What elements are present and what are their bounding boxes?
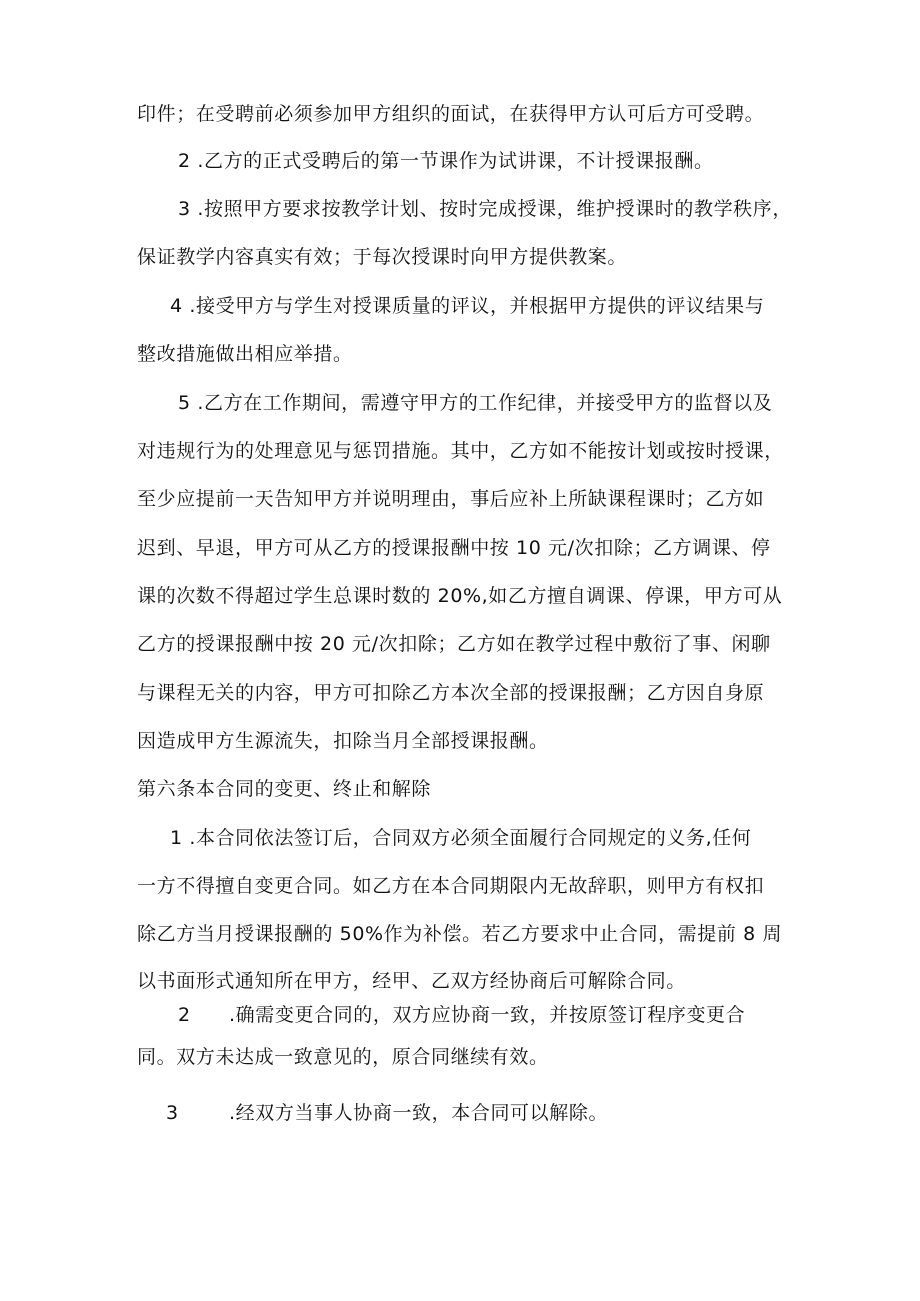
text-line: 一方不得擅自变更合同。如乙方在本合同期限内无故辞职，则甲方有权扣 — [137, 875, 765, 897]
text-line: .确需变更合同的，双方应协商一致，并按原签订程序变更合 — [229, 1004, 746, 1026]
text-line: 迟到、早退，甲方可从乙方的授课报酬中按 10 元/次扣除；乙方调课、停 — [137, 537, 771, 559]
text-line: 与课程无关的内容，甲方可扣除乙方本次全部的授课报酬；乙方因自身原 — [137, 682, 765, 704]
text-line: 1 .本合同依法签订后，合同双方必须全面履行合同规定的义务,任何 — [170, 827, 752, 849]
section-heading: 第六条本合同的变更、终止和解除 — [137, 778, 432, 800]
text-line: 课的次数不得超过学生总课时数的 20%,如乙方擅自调课、停课，甲方可从 — [137, 585, 783, 607]
item-number: 2 — [178, 1004, 191, 1026]
text-line: 3 .按照甲方要求按教学计划、按时完成授课，维护授课时的教学秩序， — [178, 198, 792, 220]
text-line: 乙方的授课报酬中按 20 元/次扣除；乙方如在教学过程中敷衍了事、闲聊 — [137, 633, 771, 655]
text-line: 同。双方未达成一致意见的，原合同继续有效。 — [137, 1046, 549, 1068]
text-line: 除乙方当月授课报酬的 50%作为补偿。若乙方要求中止合同，需提前 8 周 — [137, 923, 783, 945]
text-line: 5 .乙方在工作期间，需遵守甲方的工作纪律，并接受甲方的监督以及 — [178, 392, 773, 414]
text-line: 至少应提前一天告知甲方并说明理由，事后应补上所缺课程课时；乙方如 — [137, 488, 765, 510]
text-line: 4 .接受甲方与学生对授课质量的评议，并根据甲方提供的评议结果与 — [170, 295, 765, 317]
text-line: 因造成甲方生源流失，扣除当月全部授课报酬。 — [137, 730, 549, 752]
text-line: .经双方当事人协商一致，本合同可以解除。 — [229, 1102, 609, 1124]
text-line: 印件；在受聘前必须参加甲方组织的面试，在获得甲方认可后方可受聘。 — [137, 103, 765, 125]
text-line: 以书面形式通知所在甲方，经甲、乙双方经协商后可解除合同。 — [137, 970, 686, 992]
item-number: 3 — [166, 1102, 179, 1124]
text-line: 整改措施做出相应举措。 — [137, 343, 353, 365]
text-line: 对违规行为的处理意见与惩罚措施。其中，乙方如不能按计划或按时授课， — [137, 440, 784, 462]
text-line: 2 .乙方的正式受聘后的第一节课作为试讲课，不计授课报酬。 — [178, 150, 714, 172]
text-line: 保证教学内容真实有效；于每次授课时向甲方提供教案。 — [137, 246, 628, 268]
